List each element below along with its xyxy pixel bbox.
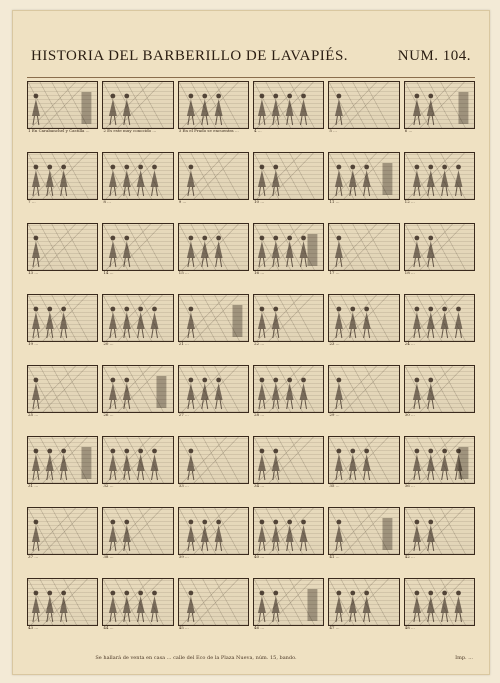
panel-illustration: [102, 223, 173, 271]
woodcut-vignette: [254, 366, 323, 412]
panel-illustration: [328, 436, 399, 484]
woodcut-vignette: [179, 437, 248, 483]
woodcut-vignette: [329, 579, 398, 625]
panel-illustration: [178, 365, 249, 413]
panel-illustration: [404, 578, 475, 626]
panel-caption: 15 ...: [178, 271, 189, 275]
panel-caption: 16 ...: [254, 271, 265, 275]
panel-44: [102, 578, 173, 647]
footer-publisher-note: Se hallará de venta en casa ... calle del Eco de la Plaza Nueva, núm. 15, bando.: [95, 655, 297, 661]
panel-4: [253, 81, 324, 150]
panel-caption: 21 ...: [178, 342, 189, 346]
panel-caption: 13 ...: [28, 271, 39, 275]
woodcut-vignette: [28, 153, 97, 199]
panel-caption: 10 ...: [254, 200, 265, 204]
panel-25: [27, 365, 98, 434]
woodcut-vignette: [405, 153, 474, 199]
panel-illustration: [27, 294, 98, 342]
panel-caption: 17 ...: [329, 271, 340, 275]
header: [21, 41, 481, 71]
woodcut-vignette: [179, 224, 248, 270]
woodcut-vignette: [254, 579, 323, 625]
panel-caption: 9 ...: [178, 200, 187, 204]
panel-13: [27, 223, 98, 292]
woodcut-vignette: [103, 579, 172, 625]
panel-caption: 29 ...: [329, 413, 340, 417]
broadside-sheet: [12, 10, 490, 675]
panel-1: [27, 81, 98, 150]
panel-19: [27, 294, 98, 363]
woodcut-vignette: [179, 508, 248, 554]
woodcut-vignette: [103, 224, 172, 270]
woodcut-vignette: [103, 508, 172, 554]
woodcut-vignette: [329, 153, 398, 199]
panel-caption: 6 ...: [404, 129, 413, 133]
woodcut-vignette: [179, 579, 248, 625]
panel-caption: 26 ...: [103, 413, 114, 417]
woodcut-vignette: [254, 508, 323, 554]
panel-caption: 27 ...: [178, 413, 189, 417]
woodcut-vignette: [28, 295, 97, 341]
panel-caption: 42 ...: [404, 555, 415, 559]
woodcut-vignette: [103, 366, 172, 412]
panel-caption: 47 ...: [329, 626, 340, 630]
panel-caption: 8 ...: [103, 200, 111, 204]
panel-illustration: [102, 365, 173, 413]
panel-48: [404, 578, 475, 647]
woodcut-vignette: [405, 508, 474, 554]
panel-46: [253, 578, 324, 647]
woodcut-vignette: [28, 82, 97, 128]
panel-illustration: [404, 81, 475, 129]
woodcut-vignette: [103, 82, 172, 128]
panel-42: [404, 507, 475, 576]
panel-caption: 48 ...: [404, 626, 415, 630]
panel-39: [178, 507, 249, 576]
panel-caption: 19 ...: [28, 342, 39, 346]
panel-illustration: [328, 152, 399, 200]
woodcut-vignette: [405, 82, 474, 128]
panel-41: [328, 507, 399, 576]
panel-33: [178, 436, 249, 505]
panel-38: [102, 507, 173, 576]
panel-caption: 40 ...: [254, 555, 265, 559]
panel-29: [328, 365, 399, 434]
panel-caption: 12 ...: [404, 200, 415, 204]
panel-caption: 38 ...: [103, 555, 114, 559]
panel-36: [404, 436, 475, 505]
woodcut-vignette: [28, 224, 97, 270]
panel-34: [253, 436, 324, 505]
panel-6: [404, 81, 475, 150]
panel-illustration: [178, 223, 249, 271]
panel-illustration: [178, 578, 249, 626]
panel-illustration: [27, 81, 98, 129]
panel-2: [102, 81, 173, 150]
footer-printer: Imp. ...: [455, 655, 473, 661]
woodcut-vignette: [179, 82, 248, 128]
panel-caption: 31 ...: [28, 484, 39, 488]
panel-illustration: [328, 81, 399, 129]
panel-caption: 39 ...: [178, 555, 189, 559]
panel-illustration: [253, 223, 324, 271]
panel-12: [404, 152, 475, 221]
panel-caption: 20 ...: [103, 342, 114, 346]
panel-caption: 25 ...: [28, 413, 39, 417]
panel-11: [328, 152, 399, 221]
panel-17: [328, 223, 399, 292]
panel-caption: 30 ...: [404, 413, 415, 417]
panel-10: [253, 152, 324, 221]
woodcut-vignette: [28, 508, 97, 554]
panel-22: [253, 294, 324, 363]
page-title: HISTORIA DEL BARBERILLO DE LAVAPIÉS.: [31, 47, 349, 64]
panel-caption: 41 ...: [329, 555, 340, 559]
panel-35: [328, 436, 399, 505]
woodcut-vignette: [28, 579, 97, 625]
panel-illustration: [253, 81, 324, 129]
woodcut-vignette: [179, 366, 248, 412]
panel-illustration: [328, 507, 399, 555]
panel-37: [27, 507, 98, 576]
panel-caption: 44 ...: [103, 626, 114, 630]
panel-caption: 33 ...: [178, 484, 189, 488]
panel-caption: 24 ...: [404, 342, 415, 346]
panel-illustration: [404, 436, 475, 484]
panel-illustration: [178, 81, 249, 129]
panel-43: [27, 578, 98, 647]
panel-caption: 36 ...: [404, 484, 415, 488]
woodcut-vignette: [254, 295, 323, 341]
panel-illustration: [178, 152, 249, 200]
panel-31: [27, 436, 98, 505]
panel-illustration: [253, 152, 324, 200]
panel-illustration: [404, 507, 475, 555]
panel-14: [102, 223, 173, 292]
panel-8: [102, 152, 173, 221]
panel-caption: 22 ...: [254, 342, 265, 346]
panel-caption: 35 ...: [329, 484, 340, 488]
panel-illustration: [328, 578, 399, 626]
woodcut-vignette: [103, 153, 172, 199]
panel-21: [178, 294, 249, 363]
panel-illustration: [102, 436, 173, 484]
woodcut-vignette: [179, 295, 248, 341]
panel-illustration: [253, 578, 324, 626]
panel-illustration: [404, 365, 475, 413]
header-rule: [27, 77, 475, 78]
panel-illustration: [253, 294, 324, 342]
panel-caption: 18 ...: [404, 271, 415, 275]
panel-27: [178, 365, 249, 434]
panel-illustration: [404, 223, 475, 271]
panel-illustration: [102, 507, 173, 555]
panel-illustration: [27, 436, 98, 484]
woodcut-vignette: [28, 437, 97, 483]
panel-caption: 5 ...: [329, 129, 337, 133]
woodcut-vignette: [254, 224, 323, 270]
woodcut-vignette: [329, 82, 398, 128]
panel-illustration: [27, 578, 98, 626]
panel-caption: 32 ...: [103, 484, 114, 488]
woodcut-vignette: [329, 508, 398, 554]
panel-caption: 46 ...: [254, 626, 265, 630]
panel-caption: 3 En el Prado se encuentra ...: [178, 129, 239, 133]
panel-23: [328, 294, 399, 363]
woodcut-vignette: [405, 579, 474, 625]
panel-illustration: [102, 81, 173, 129]
panel-illustration: [102, 578, 173, 626]
panel-illustration: [253, 365, 324, 413]
panel-grid: [27, 81, 475, 647]
panel-caption: 45 ...: [178, 626, 189, 630]
panel-illustration: [27, 365, 98, 413]
panel-26: [102, 365, 173, 434]
woodcut-vignette: [329, 224, 398, 270]
panel-caption: 37 ...: [28, 555, 39, 559]
woodcut-vignette: [28, 366, 97, 412]
panel-45: [178, 578, 249, 647]
panel-caption: 23 ...: [329, 342, 340, 346]
panel-7: [27, 152, 98, 221]
panel-illustration: [328, 365, 399, 413]
panel-illustration: [27, 507, 98, 555]
panel-illustration: [102, 294, 173, 342]
panel-illustration: [178, 294, 249, 342]
panel-9: [178, 152, 249, 221]
panel-illustration: [328, 294, 399, 342]
panel-caption: 11 ...: [329, 200, 340, 204]
woodcut-vignette: [254, 153, 323, 199]
woodcut-vignette: [329, 295, 398, 341]
panel-15: [178, 223, 249, 292]
woodcut-vignette: [329, 437, 398, 483]
woodcut-vignette: [103, 437, 172, 483]
panel-illustration: [178, 507, 249, 555]
panel-40: [253, 507, 324, 576]
woodcut-vignette: [405, 224, 474, 270]
panel-illustration: [27, 152, 98, 200]
panel-caption: 2 Es este muy conocido ...: [103, 129, 157, 133]
panel-caption: 1 En Carabanchel y Castilla ...: [28, 129, 90, 133]
panel-illustration: [102, 152, 173, 200]
panel-47: [328, 578, 399, 647]
panel-5: [328, 81, 399, 150]
panel-30: [404, 365, 475, 434]
woodcut-vignette: [405, 295, 474, 341]
panel-24: [404, 294, 475, 363]
panel-illustration: [178, 436, 249, 484]
panel-3: [178, 81, 249, 150]
woodcut-vignette: [254, 82, 323, 128]
panel-illustration: [328, 223, 399, 271]
woodcut-vignette: [329, 366, 398, 412]
panel-16: [253, 223, 324, 292]
panel-illustration: [404, 294, 475, 342]
panel-32: [102, 436, 173, 505]
panel-28: [253, 365, 324, 434]
issue-number: NUM. 104.: [397, 47, 471, 64]
panel-illustration: [253, 507, 324, 555]
panel-illustration: [253, 436, 324, 484]
woodcut-vignette: [405, 366, 474, 412]
panel-18: [404, 223, 475, 292]
panel-caption: 43 ...: [28, 626, 39, 630]
woodcut-vignette: [179, 153, 248, 199]
panel-illustration: [404, 152, 475, 200]
footer: [29, 652, 473, 664]
panel-caption: 28 ...: [254, 413, 265, 417]
panel-20: [102, 294, 173, 363]
woodcut-vignette: [405, 437, 474, 483]
panel-caption: 34 ...: [254, 484, 265, 488]
panel-caption: 4 ...: [254, 129, 262, 133]
panel-caption: 14 ...: [103, 271, 114, 275]
woodcut-vignette: [254, 437, 323, 483]
woodcut-vignette: [103, 295, 172, 341]
panel-caption: 7 ...: [28, 200, 36, 204]
panel-illustration: [27, 223, 98, 271]
